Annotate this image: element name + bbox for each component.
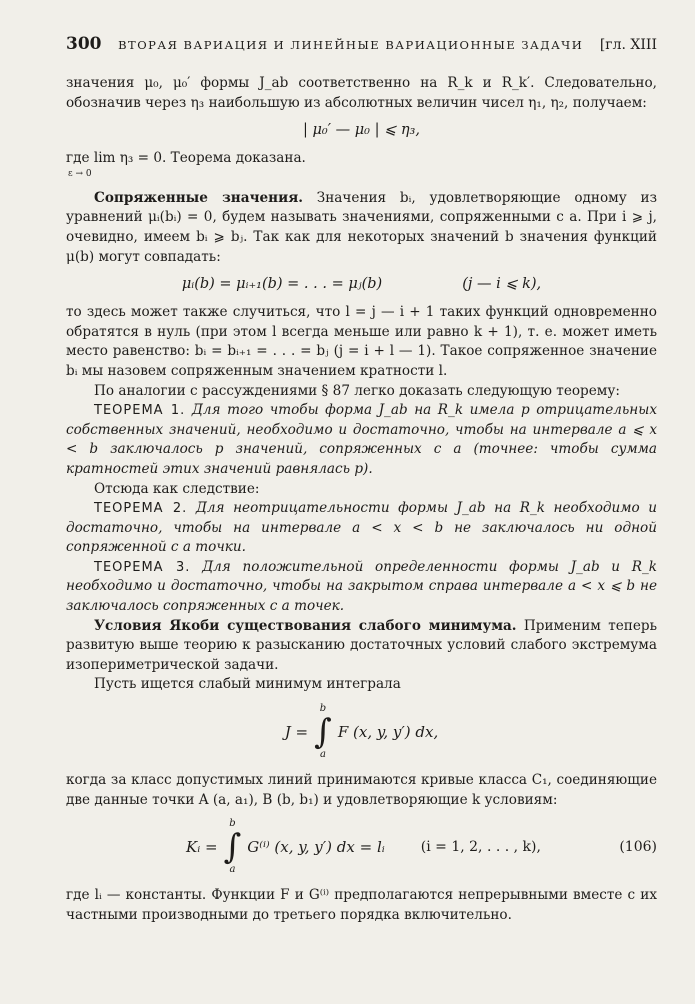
paragraph-conjugate-values [66,189,657,267]
formula-equal-functions [66,273,657,295]
theorem-heading: ТЕОРЕМА 1. [94,403,186,419]
integral-icon: ∫ [223,827,242,868]
integral-lhs: Kᵢ = [186,838,218,857]
integral-J [66,703,657,761]
integral-K [66,818,657,876]
integral-lhs: J = [284,723,309,742]
page-number: 300 [66,34,102,54]
theorem-text: Для того чтобы форма J_ab на R_k имела p отрицательных собственных значений, необходимо и достаточно, чтобы на интервале a ⩽ x < b заключалось p значений, сопряженных с a (точнее: чтобы сумма кратностей этих значений равнялась p). [66,402,657,477]
theorem-3 [66,558,657,617]
formula-left: μᵢ(b) = μᵢ₊₁(b) = . . . = μⱼ(b) [181,276,383,293]
paragraph: Отсюда как следствие: [94,480,260,497]
chapter-marker: [гл. XIII [599,37,657,53]
section-heading: Условия Якоби существования слабого минимума. [94,617,517,634]
paragraph-text: Значения bᵢ, удовлетворяющие одному из уравнений μᵢ(bᵢ) = 0, будем называть значениями, сопряженными с a. При i ⩾ j, очевидно, имеем bᵢ ⩾ bⱼ. Так как для некоторых значений b значения функций μ(b) могут совпадать: [66,189,657,265]
running-title: ВТОРАЯ ВАРИАЦИЯ И ЛИНЕЙНЫЕ ВАРИАЦИОННЫЕ ЗАДАЧИ [118,38,584,52]
theorem-heading: ТЕОРЕМА 3. [94,559,191,575]
integral-sign [314,703,332,761]
formula-right: (j — i ⩽ k), [462,276,542,293]
running-head [66,34,657,54]
lower-limit: a [320,749,326,761]
integral-sign [224,818,242,876]
paragraph: когда за класс допустимых линий принимаются кривые класса C₁, соединяющие две данные точки A (a, a₁), B (b, b₁) и удовлетворяющие k условиям: [66,772,657,808]
theorem-text: Для положительной определенности формы J_ab и R_k необходимо и достаточно, чтобы на закрытом справа интервале a < x ⩽ b не заключалось сопряженных с a точек. [66,558,657,615]
theorem-text: Для неотрицательности формы J_ab на R_k необходимо и достаточно, чтобы на интервале a < x < b не заключалось ни одной сопряженной с a точки. [66,500,657,556]
paragraph: значения μ₀, μ₀′ формы J_ab соответственно на R_k и R_k′. Следовательно, обозначив через η₃ наибольшую из абсолютных величин чисел η₁, η₂, получаем: [66,75,657,111]
theorem-1 [66,401,657,479]
paragraph: где lim η₃ = 0. Теорема доказана. [66,150,306,167]
integral-icon: ∫ [314,712,332,753]
section-heading: Сопряженные значения. [94,189,303,206]
paragraph: По аналогии с рассуждениями § 87 легко доказать следующую теорему: [94,382,620,399]
integrand: F (x, y, y′) dx, [337,723,439,742]
theorem-2 [66,499,657,558]
equation-number: (106) [619,839,657,856]
paragraph-jacobi [66,617,657,676]
integrand: G⁽ⁱ⁾ (x, y, y′) dx = lᵢ [247,838,385,857]
limit-statement [66,149,657,179]
index-range: (i = 1, 2, . . . , k), [420,839,541,856]
theorem-heading: ТЕОРЕМА 2. [94,501,188,517]
upper-limit: b [319,703,327,715]
paragraph: то здесь может также случиться, что l = j — i + 1 таких функций одновременно обратятся в нуль (при этом l всегда меньше или равно k + 1), т. е. может иметь место равенство: bᵢ = bᵢ₊₁ = . . . = bⱼ (j = i + l — 1). Такое сопряженное значение bᵢ мы назовем сопряженным значением кратности l. [66,304,657,379]
lower-limit: a [229,864,236,876]
upper-limit: b [229,818,236,830]
paragraph-text: Применим теперь развитую выше теорию к разысканию достаточных условий слабого экстремума изопериметрической задачи. [66,617,657,673]
paragraph: Пусть ищется слабый минимум интеграла [94,676,401,693]
limit-subscript: ε → 0 [68,168,92,179]
paragraph: где lᵢ — константы. Функции F и G⁽ⁱ⁾ предполагаются непрерывными вместе с их частными производными до третьего порядка включительно. [66,887,657,923]
formula-estimate: | μ₀′ — μ₀ | ⩽ η₃, [303,122,420,139]
